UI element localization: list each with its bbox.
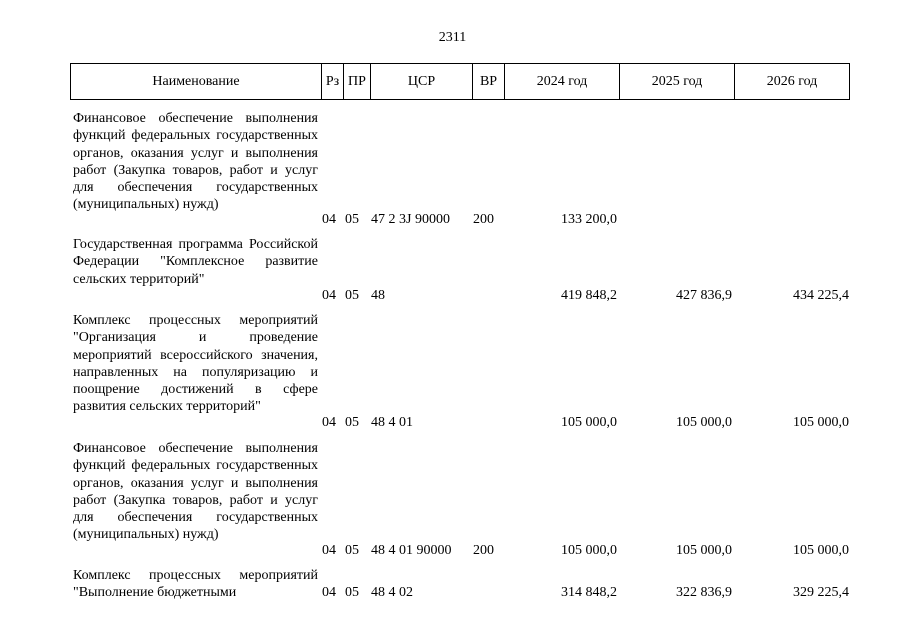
- header-name: Наименование: [152, 74, 240, 89]
- row-2026: 329 225,4: [793, 585, 849, 600]
- header-2026: 2026 год: [734, 64, 849, 99]
- page-number: 2311: [438, 30, 467, 45]
- row-csr: 48 4 01 90000: [371, 543, 452, 558]
- row-2024: 105 000,0: [561, 543, 617, 558]
- header-2025: 2025 год: [619, 64, 734, 99]
- row-csr: 48 4 02: [371, 585, 413, 600]
- row-2026: 105 000,0: [793, 415, 849, 430]
- row-csr: 48 4 01: [371, 415, 413, 430]
- table-header: [70, 63, 850, 100]
- row-rz: 04: [322, 585, 336, 600]
- row-rz: 04: [322, 415, 336, 430]
- row-pr: 05: [345, 585, 359, 600]
- row-2024: 133 200,0: [561, 212, 617, 227]
- row-name: Финансовое обеспечение выполнения функций федеральных государственных органов, оказания услуг и выполнения работ (Закупка товаров, работ и услуг для обеспечения государственных (муниципальных) нужд): [73, 441, 318, 543]
- row-name: Государственная программа Российской Федерации "Комплексное развитие сельских территорий": [73, 237, 318, 287]
- row-vr: 200: [473, 543, 494, 558]
- row-pr: 05: [345, 212, 359, 227]
- row-2025: 322 836,9: [676, 585, 732, 600]
- row-pr: 05: [345, 288, 359, 303]
- row-csr: 48: [371, 288, 385, 303]
- row-rz: 04: [322, 288, 336, 303]
- header-vr: ВР: [472, 64, 504, 99]
- row-2025: 105 000,0: [676, 543, 732, 558]
- row-rz: 04: [322, 543, 336, 558]
- row-2024: 419 848,2: [561, 288, 617, 303]
- row-rz: 04: [322, 212, 336, 227]
- header-csr: ЦСР: [370, 64, 472, 99]
- row-2026: 105 000,0: [793, 543, 849, 558]
- row-name: Комплекс процессных мероприятий "Выполнение бюджетными: [73, 568, 318, 601]
- row-pr: 05: [345, 543, 359, 558]
- header-2024: 2024 год: [504, 64, 619, 99]
- row-name: Комплекс процессных мероприятий "Организация и проведение мероприятий всероссийского значения, направленных на популяризацию и поощрение достижений в сфере развития сельских территорий": [73, 313, 318, 415]
- row-csr: 47 2 3J 90000: [371, 212, 450, 227]
- row-vr: 200: [473, 212, 494, 227]
- row-name: Финансовое обеспечение выполнения функций федеральных государственных органов, оказания услуг и выполнения работ (Закупка товаров, работ и услуг для обеспечения государственных (муниципальных) нужд): [73, 111, 318, 213]
- header-rz: Рз: [321, 64, 343, 99]
- header-pr: ПР: [343, 64, 370, 99]
- row-2024: 314 848,2: [561, 585, 617, 600]
- row-pr: 05: [345, 415, 359, 430]
- row-2025: 105 000,0: [676, 415, 732, 430]
- row-2024: 105 000,0: [561, 415, 617, 430]
- row-2026: 434 225,4: [793, 288, 849, 303]
- row-2025: 427 836,9: [676, 288, 732, 303]
